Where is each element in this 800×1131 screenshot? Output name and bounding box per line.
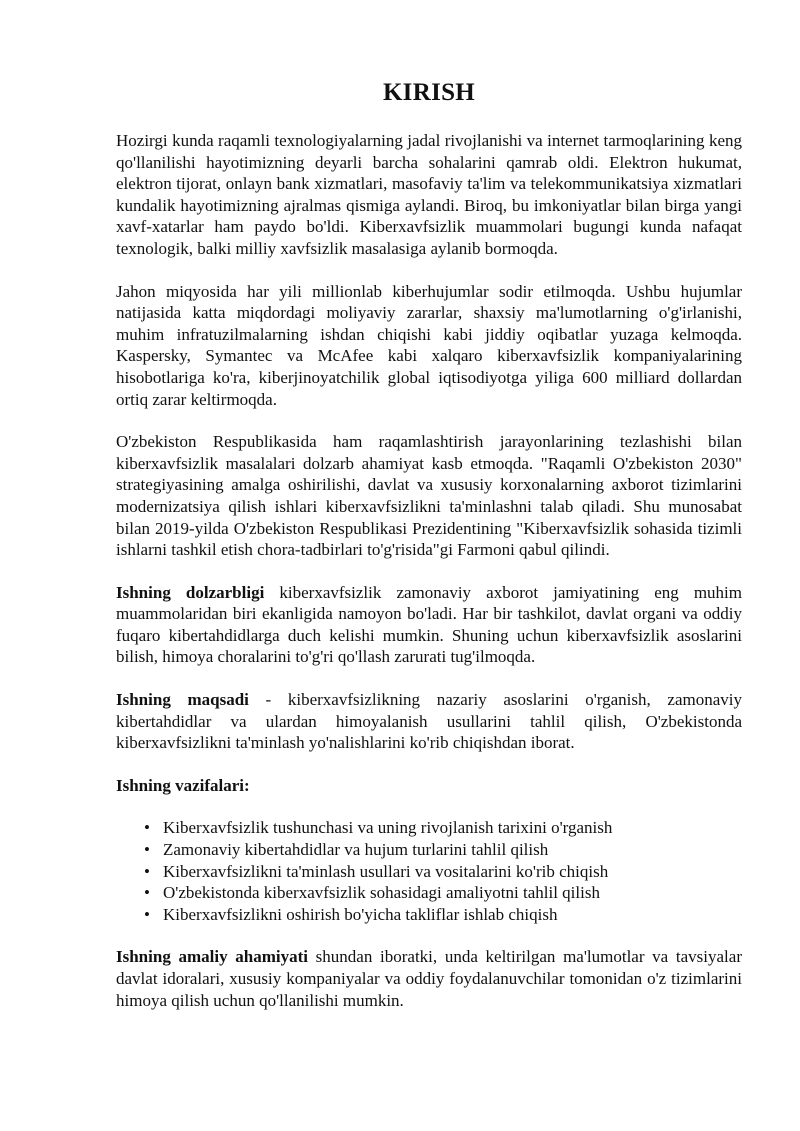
list-item-text: Kiberxavfsizlik tushunchasi va uning rivojlanish tarixini o'rganish <box>163 818 613 838</box>
list-item-text: O'zbekistonda kiberxavfsizlik sohasidagi amaliyotni tahlil qilish <box>163 883 600 903</box>
tasks-heading <box>116 775 742 797</box>
practical-text: shundan iboratki, unda keltirilgan ma'lumotlar va tavsiyalar davlat idoralari, xususiy kompaniyalar va oddiy foydalanuvchilar tomonidan o'z tizimlarini himoya qilish uchun qo'llanilishi mumkin. <box>116 947 742 1010</box>
goal-label: Ishning maqsadi <box>116 690 249 710</box>
bullet-icon: • <box>144 818 150 838</box>
document-page <box>116 78 742 1032</box>
list-item <box>144 882 742 904</box>
list-item-text: Zamonaviy kibertahdidlar va hujum turlarini tahlil qilish <box>163 840 549 860</box>
relevance-paragraph <box>116 582 742 668</box>
list-item <box>144 861 742 883</box>
relevance-label: Ishning dolzarbligi <box>116 582 265 602</box>
list-item <box>144 817 742 839</box>
goal-paragraph <box>116 689 742 754</box>
relevance-text: kiberxavfsizlik zamonaviy axborot jamiyatining eng muhim muammolaridan biri ekanligida namoyon bo'ladi. Har bir tashkilot, davlat organi va oddiy fuqaro kibertahdidlarga duch kelishi mumkin. Shuning uchun kiberxavfsizlik asoslarini bilish, himoya choralarini to'g'ri qo'llash zarurati tug'ilmoqda. <box>116 582 742 667</box>
tasks-list <box>116 817 742 925</box>
list-item <box>144 839 742 861</box>
bullet-icon: • <box>144 840 150 860</box>
practical-paragraph <box>116 946 742 1011</box>
intro-paragraph-1: Hozirgi kunda raqamli texnologiyalarning jadal rivojlanishi va internet tarmoqlarining keng qo'llanilishi hayotimizning deyarli barcha sohalarini qamrab oldi. Elektron hukumat, elektron tijorat, onlayn bank xizmatlari, masofaviy ta'lim va telekommunikatsiya xizmatlari kundalik hayotimizning ajralmas qismiga aylandi. Biroq, bu imkoniyatlar bilan birga yangi xavf-xatarlar ham paydo bo'ldi. Kiberxavfsizlik muammolari bugungi kunda nafaqat texnologik, balki milliy xavfsizlik masalasiga aylanib bormoqda. <box>116 131 742 258</box>
list-item-text: Kiberxavfsizlikni oshirish bo'yicha takliflar ishlab chiqish <box>163 904 558 924</box>
bullet-icon: • <box>144 883 150 903</box>
goal-text: - kiberxavfsizlikning nazariy asoslarini o'rganish, zamonaviy kibertahdidlar va ulardan himoyalanish usullarini tahlil qilish, O'zbekistonda kiberxavfsizlikni ta'minlash yo'nalishlarini ko'rib chiqishdan iborat. <box>116 690 742 753</box>
practical-label: Ishning amaliy ahamiyati <box>116 947 308 967</box>
page-title: KIRISH <box>382 79 476 106</box>
intro-paragraph-2: Jahon miqyosida har yili millionlab kiberhujumlar sodir etilmoqda. Ushbu hujumlar natijasida katta miqdordagi moliyaviy zararlar, shaxsiy ma'lumotlarning o'g'irlanishi, muhim infratuzilmalarning ishdan chiqishi kabi jiddiy oqibatlar yuzaga kelmoqda. Kaspersky, Symantec va McAfee kabi xalqaro kiberxavfsizlik kompaniyalarining hisobotlariga ko'ra, kiberjinoyatchilik global iqtisodiyotga yiliga 600 milliard dollardan ortiq zarar keltirmoqda. <box>116 281 742 409</box>
list-item-text: Kiberxavfsizlikni ta'minlash usullari va vositalarini ko'rib chiqish <box>163 861 609 881</box>
bullet-icon: • <box>144 861 150 881</box>
tasks-heading-label: Ishning vazifalari: <box>116 775 250 795</box>
intro-paragraph-3: O'zbekiston Respublikasida ham raqamlashtirish jarayonlarining tezlashishi bilan kiberxavfsizlik masalalari dolzarb ahamiyat kasb etmoqda. "Raqamli O'zbekiston 2030" strategiyasining amalga oshirilishi, davlat va xususiy korxonalarning axborot tizimlarini modernizatsiya qilish ishlari kiberxavfsizlikni ta'minlashni talab qiladi. Shu munosabat bilan 2019-yilda O'zbekiston Respublikasi Prezidentining "Kiberxavfsizlik sohasida tizimli ishlarni tashkil etish chora-tadbirlari to'g'risida"gi Farmoni qabul qilindi. <box>116 432 742 560</box>
bullet-icon: • <box>144 904 150 924</box>
list-item <box>144 904 742 926</box>
